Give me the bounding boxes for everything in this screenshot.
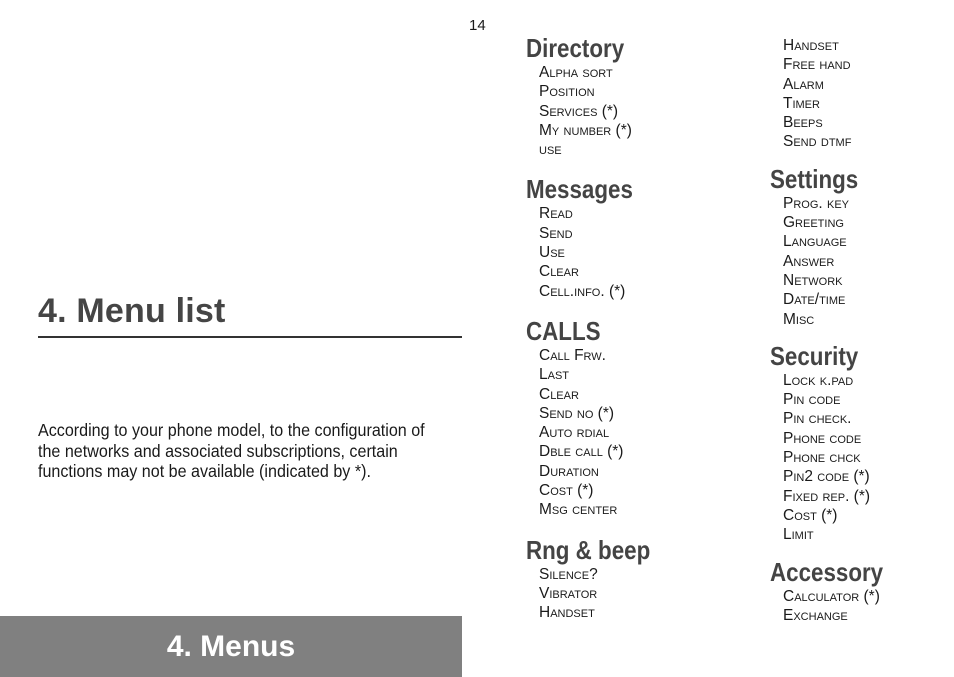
menu-item: Misc [783,310,815,328]
rng-beep-continued-list [783,36,954,152]
intro-line: the networks and associated subscriptions, certain [38,440,398,461]
menu-item: Read [539,205,573,223]
menu-item: Msg center [539,501,618,519]
menu-item: Clear [539,385,579,403]
chapter-footer-band [0,616,462,677]
menu-item: Pin check. [783,410,852,428]
intro-paragraph [38,420,434,482]
section-accessory [770,557,954,626]
menu-item: Cost (*) [539,482,594,500]
menu-item: Auto rdial [539,424,610,442]
menu-item: Call Frw. [539,346,606,364]
menu-item: Send [539,224,573,242]
menu-item: Date/time [783,291,846,309]
menu-item: Beeps [783,114,823,132]
menu-item: Send dtmf [783,133,852,151]
menu-item: Handset [783,37,839,54]
footer-label: 4. Menus [166,629,296,663]
menu-item: Send no (*) [539,404,615,422]
menu-item: Greeting [783,214,844,232]
menu-item: Network [783,271,843,289]
menu-item: Timer [783,94,820,112]
menu-item: Free hand [783,56,851,74]
intro-line: According to your phone model, to the configuration of [38,420,425,440]
chapter-title: 4. Menu list [38,292,226,330]
section-heading: Rng & beep [526,534,651,565]
menu-item: Clear [539,263,579,281]
section-heading: CALLS [526,315,601,346]
menu-column-1 [526,33,726,623]
section-security [770,341,954,545]
menu-item: Last [539,366,570,384]
menu-item: Cell.info. (*) [539,282,626,300]
menu-item: Language [783,233,847,251]
section-heading: Security [770,340,859,371]
menu-item: Lock k.pad [783,371,854,389]
menu-item: Services (*) [539,102,619,120]
section-heading: Accessory [770,556,884,587]
section-calls [526,316,726,520]
section-heading: Directory [526,33,625,63]
menu-item: My number (*) [539,121,632,139]
menu-item: Limit [783,526,814,544]
section-heading: Messages [526,174,633,205]
menu-item: Handset [539,604,595,622]
section-heading: Settings [770,163,859,194]
section-rng-beep [526,535,726,623]
menu-item: Phone code [783,429,862,447]
menu-item: Phone chck [783,449,861,467]
chapter-underline [38,336,462,338]
menu-item: Dble call (*) [539,443,624,461]
menu-item: Cost (*) [783,506,838,524]
menu-item: Alarm [783,75,824,93]
menu-item: Alpha sort [539,64,613,81]
menu-item: Vibrator [539,584,598,602]
menu-column-2 [770,36,954,625]
menu-item: Answer [783,252,835,270]
intro-line: functions may not be available (indicated by *). [38,461,371,481]
menu-item: Duration [539,462,599,480]
menu-item: Pin2 code (*) [783,468,870,486]
menu-item: Pin code [783,391,841,409]
menu-item: Exchange [783,606,848,624]
menu-item: use [539,141,562,159]
section-settings [770,164,954,329]
section-directory [526,33,726,159]
page-number: 14 [469,17,486,34]
menu-item: Prog. key [783,194,850,212]
menu-item: Position [539,83,595,101]
section-messages [526,174,726,300]
menu-item: Fixed rep. (*) [783,487,871,505]
menu-item: Use [539,244,565,262]
menu-item: Silence? [539,565,598,583]
menu-item: Calculator (*) [783,587,880,605]
